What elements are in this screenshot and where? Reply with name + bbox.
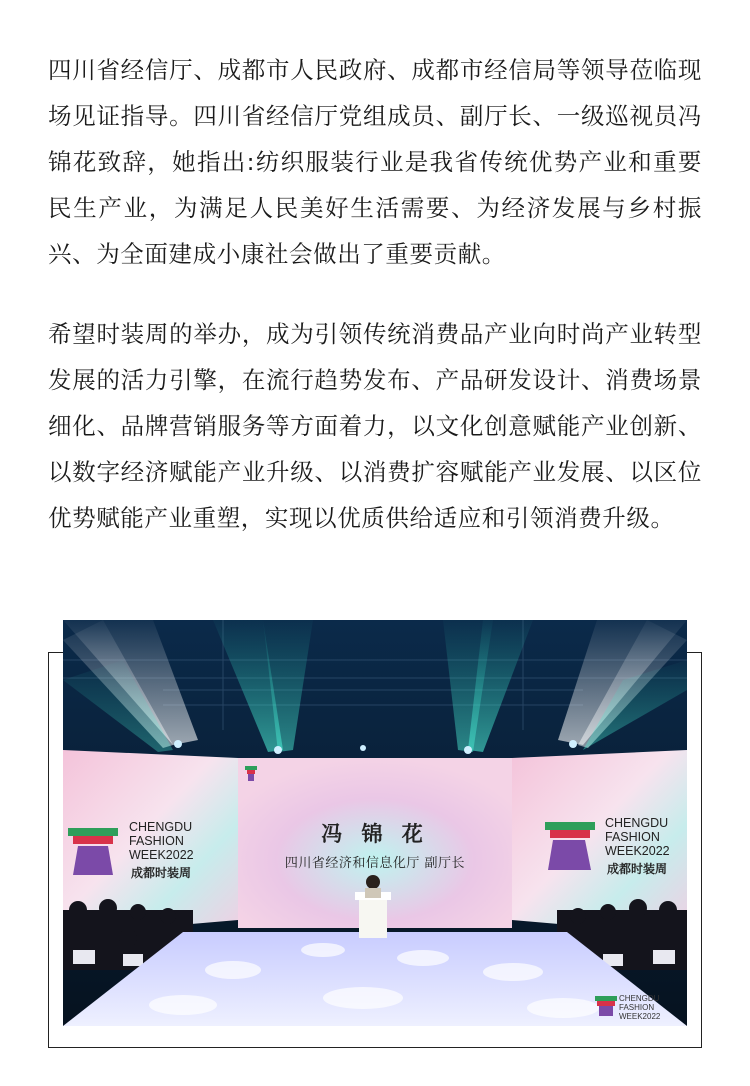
logo-right-text [605, 816, 670, 858]
logo-line2: FASHION [605, 830, 660, 844]
logo-right-cn: 成都时装周 [607, 862, 668, 876]
speaker-title: 四川省经济和信息化厅 副厅长 [284, 856, 466, 871]
speaker-name: 冯 锦 花 [321, 822, 429, 846]
paragraph-2: 希望时装周的举办，成为引领传统消费品产业向时尚产业转型发展的活力引擎，在流行趋势发布、产品研发设计、消费场景细化、品牌营销服务等方面着力，以文化创意赋能产业创新、以数字经济赋能产业升级、以消费扩容赋能产业发展、以区位优势赋能产业重塑，实现以优质供给适应和引领消费升级。 [48, 320, 702, 532]
logo-line3: WEEK2022 [619, 1012, 661, 1021]
paragraph-1: 四川省经信厅、成都市人民政府、成都市经信局等领导莅临现场见证指导。四川省经信厅党组成员、副厅长、一级巡视员冯锦花致辞，她指出:纺织服装行业是我省传统优势产业和重要民生产业，为满足人民美好生活需要、为经济发展与乡村振兴、为全面建成小康社会做出了重要贡献。 [48, 56, 702, 268]
logo-line1: CHENGDU [619, 994, 660, 1003]
logo-line1: CHENGDU [129, 820, 193, 834]
logo-line3: WEEK2022 [605, 844, 670, 858]
logo-bottom-text [619, 994, 660, 1021]
logo-line3: WEEK2022 [129, 848, 194, 862]
logo-line2: FASHION [619, 1003, 655, 1012]
logo-left-cn: 成都时装周 [131, 866, 192, 880]
logo-line1: CHENGDU [605, 816, 669, 830]
event-photo [63, 620, 687, 1026]
logo-line2: FASHION [129, 834, 184, 848]
logo-left-text [129, 820, 194, 862]
